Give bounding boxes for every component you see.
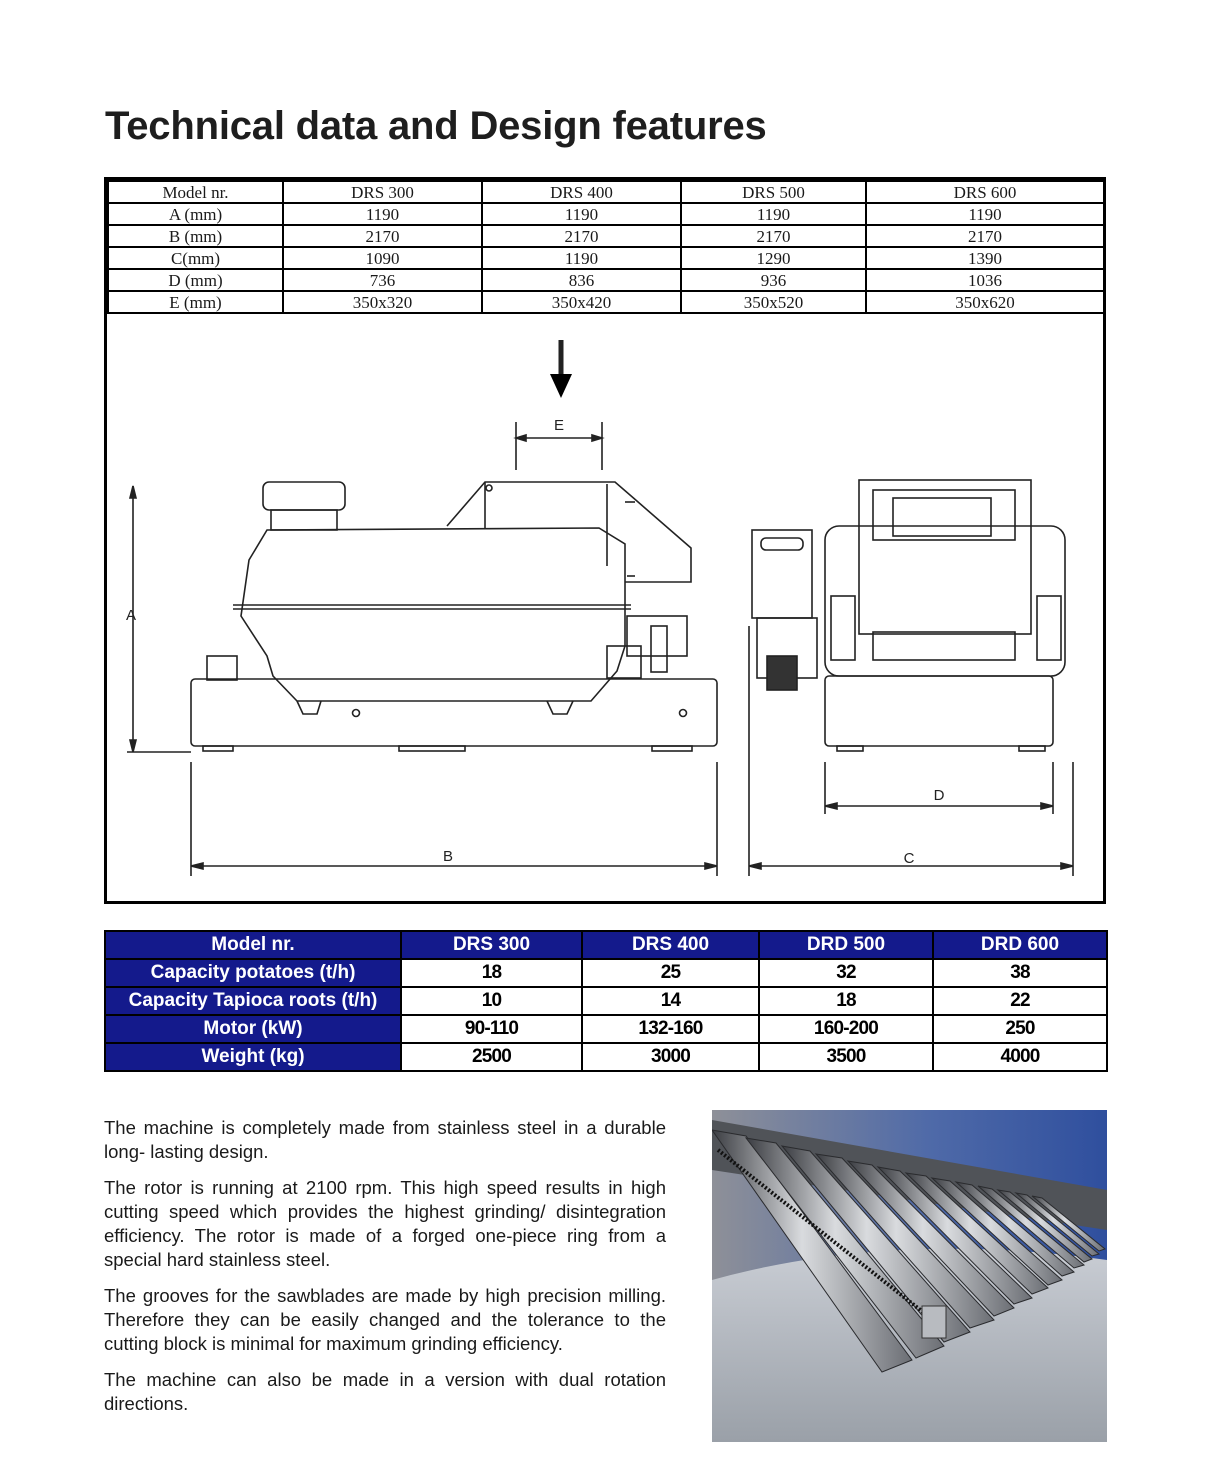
dimensions-cell: 936 [681,269,866,291]
dimensions-cell: 1036 [866,269,1104,291]
side-view-machine [191,482,717,751]
capacity-header-cell: DRS 400 [582,931,759,959]
capacity-header-row [105,931,1107,959]
capacity-table [104,930,1108,1072]
dimensions-row [108,247,1104,269]
capacity-cell: 32 [759,959,933,987]
dimensions-table [107,180,1105,314]
dimensions-cell: 2170 [482,225,681,247]
capacity-cell: 3500 [759,1043,933,1071]
dimensions-header-cell: DRS 400 [482,181,681,203]
capacity-row-label: Motor (kW) [105,1015,401,1043]
dimensions-cell: 350x620 [866,291,1104,313]
dimensions-row [108,269,1104,291]
capacity-cell: 2500 [401,1043,582,1071]
capacity-header-cell: DRD 600 [933,931,1107,959]
front-view-machine [752,480,1065,751]
capacity-cell: 10 [401,987,582,1015]
capacity-cell: 14 [582,987,759,1015]
capacity-cell: 18 [401,959,582,987]
capacity-cell: 132-160 [582,1015,759,1043]
capacity-row [105,1015,1107,1043]
capacity-row [105,959,1107,987]
dimensions-cell: E (mm) [108,291,283,313]
dimensions-cell: 736 [283,269,482,291]
dimension-c-label: C [903,850,915,867]
dimension-b-label: B [442,848,454,865]
dimensions-cell: 1290 [681,247,866,269]
dimensions-cell: 1190 [681,203,866,225]
description-paragraph: The grooves for the sawblades are made by high precision milling. Therefore they can be easily changed and the tolerance to the cutting block is minimal for maximum grinding efficiency. [104,1285,666,1354]
description-text [104,1116,666,1428]
machine-technical-drawing [107,326,1103,901]
dimension-d-label: D [933,787,945,804]
dimensions-cell: 836 [482,269,681,291]
dimensions-cell: 350x320 [283,291,482,313]
dimension-e-label: E [553,417,565,434]
dimensions-cell: 2170 [283,225,482,247]
capacity-row-label: Weight (kg) [105,1043,401,1071]
feed-arrow-icon [550,340,572,398]
dimensions-cell: 1390 [866,247,1104,269]
dimension-a-label: A [125,607,137,624]
dimensions-row [108,291,1104,313]
capacity-row [105,1043,1107,1071]
capacity-cell: 4000 [933,1043,1107,1071]
dimensions-header-cell: Model nr. [108,181,283,203]
capacity-cell: 90-110 [401,1015,582,1043]
capacity-header-cell: DRD 500 [759,931,933,959]
dimensions-cell: 1190 [482,203,681,225]
capacity-row-label: Capacity potatoes (t/h) [105,959,401,987]
dimensions-cell: 2170 [681,225,866,247]
dimensions-cell: 1190 [482,247,681,269]
capacity-cell: 3000 [582,1043,759,1071]
rotor-sawblade-photo [712,1110,1107,1442]
dimensions-cell: 350x420 [482,291,681,313]
page-title: Technical data and Design features [105,104,767,148]
capacity-header-cell: Model nr. [105,931,401,959]
dimension-b-line [191,762,717,876]
capacity-cell: 160-200 [759,1015,933,1043]
capacity-row [105,987,1107,1015]
dimensions-cell: B (mm) [108,225,283,247]
dimensions-cell: D (mm) [108,269,283,291]
description-paragraph: The machine is completely made from stainless steel in a durable long- lasting design. [104,1117,666,1162]
capacity-cell: 22 [933,987,1107,1015]
dimensions-row [108,225,1104,247]
technical-drawing-frame [104,177,1106,904]
capacity-cell: 38 [933,959,1107,987]
dimension-a-line [127,486,191,752]
capacity-cell: 25 [582,959,759,987]
description-paragraph: The machine can also be made in a version with dual rotation directions. [104,1369,666,1414]
description-paragraph: The rotor is running at 2100 rpm. This high speed results in high cutting speed which provides the highest grinding/ disintegration efficiency. The rotor is made of a forged one-piece ring from a special hard stainless steel. [104,1177,666,1270]
dimensions-cell: 350x520 [681,291,866,313]
dimensions-cell: 1190 [866,203,1104,225]
capacity-cell: 250 [933,1015,1107,1043]
dimensions-cell: C(mm) [108,247,283,269]
dimensions-header-cell: DRS 600 [866,181,1104,203]
dimensions-row [108,203,1104,225]
dimensions-cell: 1190 [283,203,482,225]
dimensions-cell: A (mm) [108,203,283,225]
dimensions-cell: 1090 [283,247,482,269]
capacity-header-cell: DRS 300 [401,931,582,959]
dimensions-header-cell: DRS 300 [283,181,482,203]
dimensions-header-cell: DRS 500 [681,181,866,203]
capacity-row-label: Capacity Tapioca roots (t/h) [105,987,401,1015]
capacity-cell: 18 [759,987,933,1015]
dimensions-header-row [108,181,1104,203]
dimensions-cell: 2170 [866,225,1104,247]
